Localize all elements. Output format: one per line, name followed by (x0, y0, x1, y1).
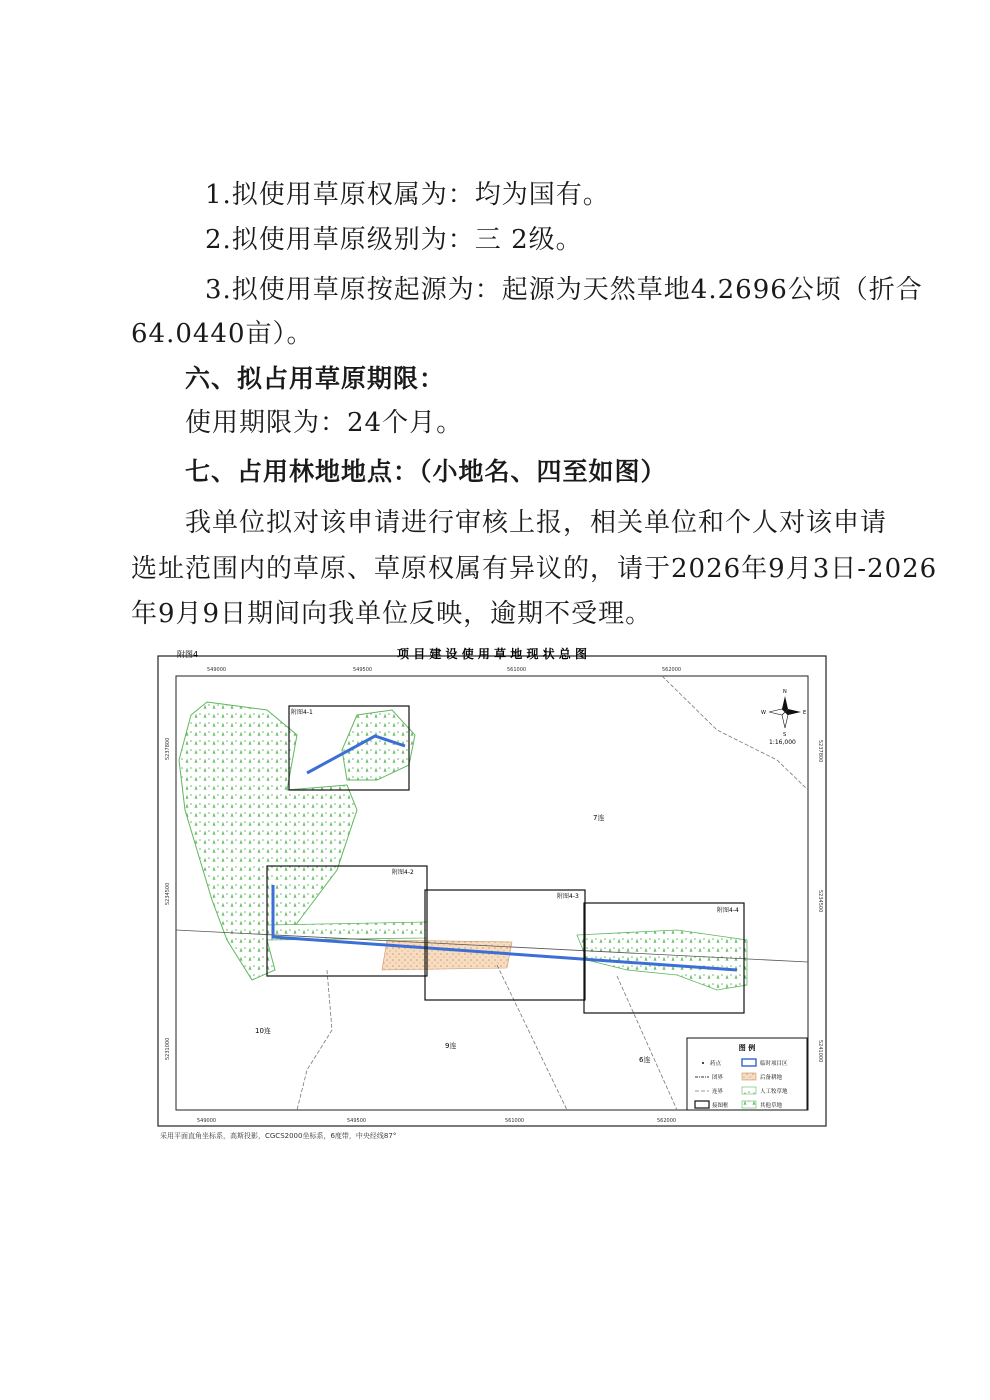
legend-item: 临时项目区 (760, 1061, 788, 1067)
map-footnote: 采用平面直角坐标系，高斯投影，CGCS2000坐标系，6度带，中央经线87° (160, 1132, 397, 1140)
legend-item: 团界 (712, 1075, 724, 1081)
sheet-label: 附图4 (177, 650, 199, 659)
reserve-farmland-area (382, 940, 512, 970)
paragraph-origin-cont: 64.0440亩）。 (131, 319, 314, 349)
compass-w: W (761, 710, 766, 716)
right-tick: 5234500 (817, 890, 823, 913)
inset-label: 附图4-1 (291, 709, 313, 716)
bottom-tick: 562000 (657, 1118, 677, 1124)
left-tick: 5237800 (165, 737, 171, 760)
left-tick: 5231000 (165, 1037, 171, 1060)
top-tick: 561000 (507, 667, 527, 673)
inset-label: 附图4-4 (717, 907, 739, 914)
map-scale: 1:16,000 (769, 739, 796, 746)
section-heading-location: 七、占用林地地点：（小地名、四至如图） (185, 457, 667, 486)
inset-label: 附图4-3 (557, 893, 579, 900)
legend-item: 连界 (712, 1089, 724, 1095)
paragraph-notice-cont2: 年9月9日期间向我单位反映，逾期不受理。 (131, 599, 653, 629)
paragraph-period: 使用期限为：24个月。 (185, 408, 464, 438)
right-tick: 5241000 (817, 1040, 823, 1063)
compass-s: S (783, 732, 787, 738)
paragraph-ownership: 1.拟使用草原权属为：均为国有。 (205, 180, 610, 210)
top-tick: 549500 (353, 667, 373, 673)
right-tick: 5237800 (817, 740, 823, 763)
legend-item: 后备耕地 (760, 1075, 783, 1081)
map-legend (687, 1038, 807, 1110)
compass-e: E (803, 710, 807, 716)
left-tick: 5234500 (165, 882, 171, 905)
map-title: 项 目 建 设 使 用 草 地 现 状 总 图 (397, 647, 587, 661)
legend-item: 接图框 (712, 1103, 729, 1109)
compass-n: N (783, 689, 787, 695)
region-label: 7连 (593, 814, 605, 822)
top-tick: 549000 (207, 667, 227, 673)
grassland-status-map (157, 640, 827, 1128)
region-label: 9连 (445, 1042, 457, 1050)
bottom-tick: 549000 (197, 1118, 217, 1124)
section-heading-period: 六、拟占用草原期限： (185, 364, 446, 393)
region-label: 10连 (255, 1027, 271, 1035)
inset-label: 附图4-2 (392, 869, 414, 876)
paragraph-grade: 2.拟使用草原级别为：三 2级。 (205, 225, 583, 255)
legend-title: 图 例 (738, 1044, 756, 1052)
paragraph-origin: 3.拟使用草原按起源为：起源为天然草地4.2696公顷（折合 (205, 275, 923, 305)
top-tick: 562000 (662, 667, 682, 673)
paragraph-notice-cont1: 选址范围内的草原、草原权属有异议的，请于2026年9月3日-2026 (131, 554, 938, 584)
paragraph-notice: 我单位拟对该申请进行审核上报，相关单位和个人对该申请 (185, 508, 888, 538)
legend-item: 药点 (710, 1061, 722, 1067)
bottom-tick: 549500 (347, 1118, 367, 1124)
legend-item: 其他草地 (760, 1103, 783, 1109)
legend-item: 人工牧草地 (760, 1089, 788, 1095)
bottom-tick: 561000 (505, 1118, 525, 1124)
region-label: 6连 (639, 1056, 651, 1064)
